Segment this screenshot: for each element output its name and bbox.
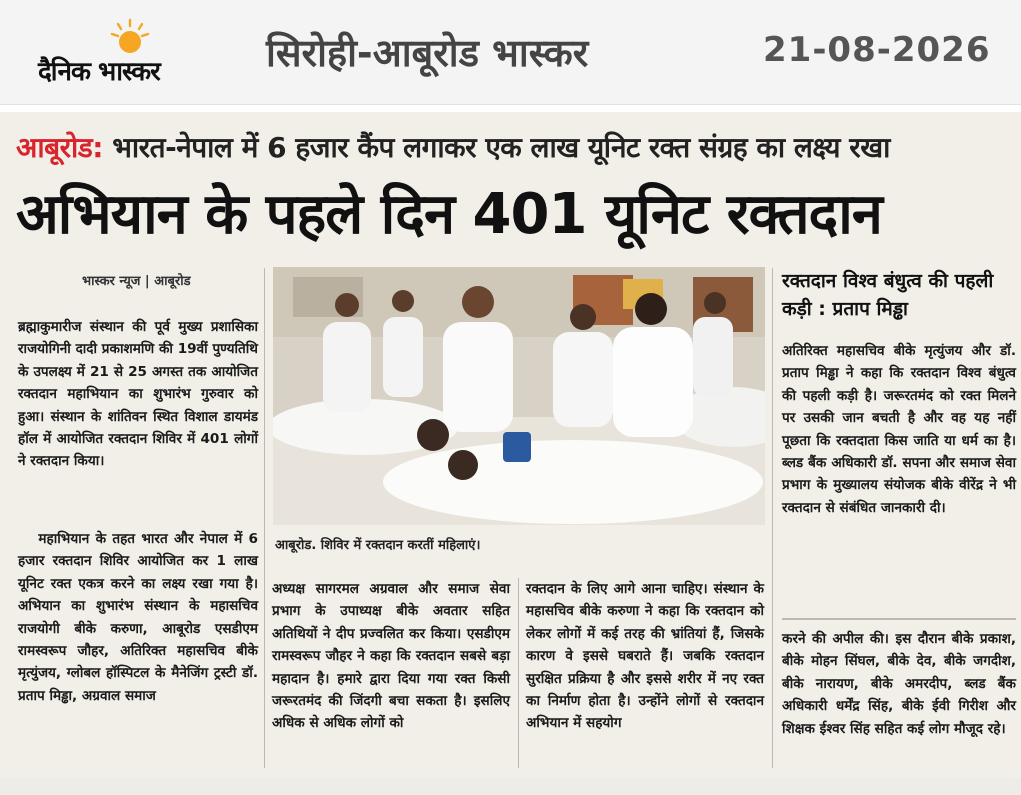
column-divider [518,578,519,768]
kicker-text: भारत-नेपाल में 6 हजार कैंप लगाकर एक लाख यूनिट रक्त संग्रह का लक्ष्य रखा [103,131,890,164]
column-divider [264,268,265,768]
sidebar-headline: रक्तदान विश्व बंधुत्व की पहली कड़ी : प्रताप मिड्ढा [782,270,994,320]
column-2: अध्यक्ष सागरमल अग्रवाल और समाज सेवा प्रभाग के उपाध्यक्ष बीके अवतार सहित अतिथियों ने दीप प्रज्वलित कर किया। एसडीएम रामस्वरूप जौहर ने कहा कि रक्तदान सबसे बड़ा महादान है। हमारे द्वारा दिया गया रक्त किसी जरूरतमंद की जिंदगी बचा सकता है। इसलिए अधिक से अधिक लोगों को [272,581,510,732]
sidebar-divider [782,618,1016,620]
column-1-paragraph-1: ब्रह्माकुमारीज संस्थान की पूर्व मुख्य प्रशासिका राजयोगिनी दादी प्रकाशमणि की 19वीं पुण्यतिथि के उपलक्ष्य में 21 से 25 अगस्त तक आयोजित रक्तदान महाभियान का शुभारंभ गुरुवार को हुआ। संस्थान के शांतिवन स्थित विशाल डायमंड हॉल में आयोजित रक्तदान शिविर में 401 लोगों ने रक्तदान किया। [18,319,258,470]
sun-icon [110,18,150,54]
edition-header [0,0,1021,105]
brand-name: दैनिक भास्कर [38,57,160,87]
column-divider [772,268,773,768]
photo-illustration [273,267,765,525]
blood-donation-photo [273,267,765,525]
kicker-place: आबूरोड: [16,131,103,164]
column-1-paragraph-2: महाभियान के तहत भारत और नेपाल में 6 हजार रक्तदान शिविर आयोजित कर 1 लाख यूनिट रक्त एकत्र करने का लक्ष्य रखा गया है। अभियान का शुभारंभ संस्थान के महासचिव राजयोगी बीके करुणा, आबूरोड एसडीएम रामस्वरूप जौहर, अतिरिक्त महासचिव बीके मृत्युंजय, ग्लोबल हॉस्पिटल के मैनेजिंग ट्रस्टी डॉ. प्रताप मिड्ढा, अग्रवाल समाज [18,531,258,704]
column-4-continuation: करने की अपील की। इस दौरान बीके प्रकाश, बीके मोहन सिंघल, बीके देव, बीके जगदीश, बीके नारायण, बीके अमरदीप, ब्लड बैंक अधिकारी धर्मेंद्र सिंह, बीके ईवी गिरीश और शिक्षक ईश्वर सिंह सहित कई लोग मौजूद रहे। [782,631,1016,737]
edition-title: सिरोही-आबूरोड भास्कर [266,31,589,75]
article-headline: अभियान के पहले दिन 401 यूनिट रक्तदान [16,182,882,247]
article-kicker [16,128,890,166]
byline: भास्कर न्यूज | आबूरोड [82,274,191,289]
dainik-bhaskar-logo[interactable] [38,18,218,88]
sidebar-paragraph: अतिरिक्त महासचिव बीके मृत्युंजय और डॉ. प्रताप मिड्ढा ने कहा कि रक्तदान विश्व बंधुत्व की पहली कड़ी है। जरूरतमंद को रक्त मिलने पर उसकी जान बचती है और वह यह नहीं पूछता कि रक्तदाता किस जाति या धर्म का है। ब्लड बैंक अधिकारी डॉ. सपना और समाज सेवा प्रभाग के मुख्यालय संयोजक बीके वीरेंद्र ने भी रक्तदान से संबंधित जानकारी दी। [782,343,1016,516]
next-article-strip [0,778,1021,795]
edition-date: 21-08-2026 [763,30,991,70]
column-3: रक्तदान के लिए आगे आना चाहिए। संस्थान के महासचिव बीके करुणा ने कहा कि रक्तदान को लेकर लोगों में कई तरह की भ्रांतियां हैं, जिसके कारण वे इससे घबराते हैं। जबकि रक्तदान सुरक्षित प्रक्रिया है और इससे शरीर में नए रक्त का निर्माण होता है। उन्होंने लोगों से रक्तदान अभियान में सहयोग [526,581,764,732]
photo-caption: आबूरोड. शिविर में रक्तदान करतीं महिलाएं। [275,538,481,553]
